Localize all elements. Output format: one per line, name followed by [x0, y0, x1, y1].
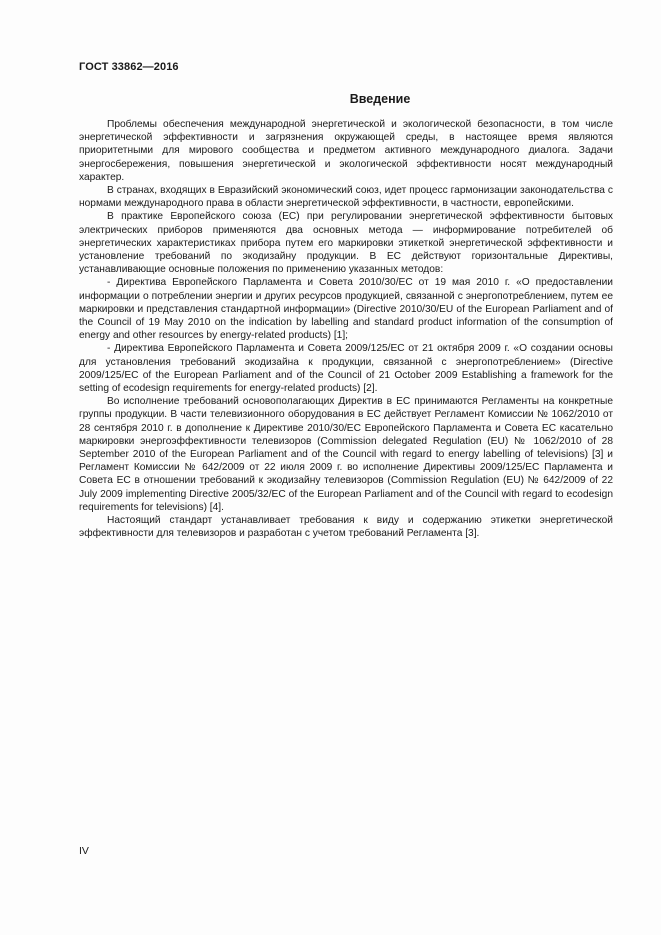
introduction-body — [79, 118, 613, 541]
paragraph: Настоящий стандарт устанавливает требования к виду и содержанию этикетки энергетической эффективности для телевизоров и разработан с учетом требований Регламента [3]. — [79, 515, 613, 540]
document-code: ГОСТ 33862—2016 — [79, 61, 179, 73]
section-title: Введение — [349, 92, 411, 106]
paragraph: В странах, входящих в Евразийский экономический союз, идет процесс гармонизации законодательства с нормами международного права в области энергетической эффективности, в частности, европейскими. — [79, 185, 613, 210]
list-item-directive: - Директива Европейского Парламента и Совета 2010/30/ЕС от 19 мая 2010 г. «О предоставлении информации о потреблении энергии и других ресурсов продукцией, связанной с энергопотреблением, путем ее маркировки и представления стандартной информации» (Directive 2010/30/EU of the European Parliament and of the Council of 19 May 2010 on the indication by labelling and standard product information of the consumption of energy and other resources by energy-related products) [1]; — [79, 277, 613, 342]
paragraph: Проблемы обеспечения международной энергетической и экологической безопасности, в том числе энергетической эффективности и загрязнения окружающей среды, в настоящее время являются приоритетными для мирового сообщества и предметом активного международного диалога. Задачи энергосбережения, повышения энергетической и экологической эффективности носят международный характер. — [79, 119, 613, 183]
list-item-directive: - Директива Европейского Парламента и Совета 2009/125/ЕС от 21 октября 2009 г. «О создании основы для установления требований экодизайна к продукции, связанной с энергопотреблением» (Directive 2009/125/EC of the European Parliament and of the Council of 21 October 2009 Establishing a framework for the setting of ecodesign requirements for energy-related products) [2]. — [79, 343, 613, 395]
page-number: IV — [79, 845, 89, 857]
paragraph: Во исполнение требований основополагающих Директив в ЕС принимаются Регламенты на конкретные группы продукции. В части телевизионного оборудования в ЕС действует Регламент Комиссии № 1062/2010 от 28 сентября 2010 г. в дополнение к Директиве 2010/30/ЕС Европейского Парламента и Совета ЕС касательно маркировки энергоэффективности телевизоров (Commission delegated Regulation (EU) № 1062/2010 of 28 September 2010 of the European Parliament and of the Council with regard to energy labelling of televisions) [3] и Регламент Комиссии № 642/2009 от 22 июля 2009 г. во исполнение Директивы 2009/125/ЕС Парламента и Совета ЕС в отношении требований к экодизайну телевизоров (Commission Regulation (EU) № 642/2009 of 22 July 2009 implementing Directive 2005/32/EC of the European Parliament and of the Council with regard to ecodesign requirements for televisions) [4]. — [79, 396, 613, 513]
paragraph: В практике Европейского союза (ЕС) при регулировании энергетической эффективности бытовых электрических приборов применяются два основных метода — информирование потребителей об энергетических характеристиках прибора путем его маркировки этикеткой энергетической эффективности и установление требований по экодизайну продукции. В ЕС действуют горизонтальные Директивы, устанавливающие основные положения по применению указанных методов: — [79, 211, 613, 276]
